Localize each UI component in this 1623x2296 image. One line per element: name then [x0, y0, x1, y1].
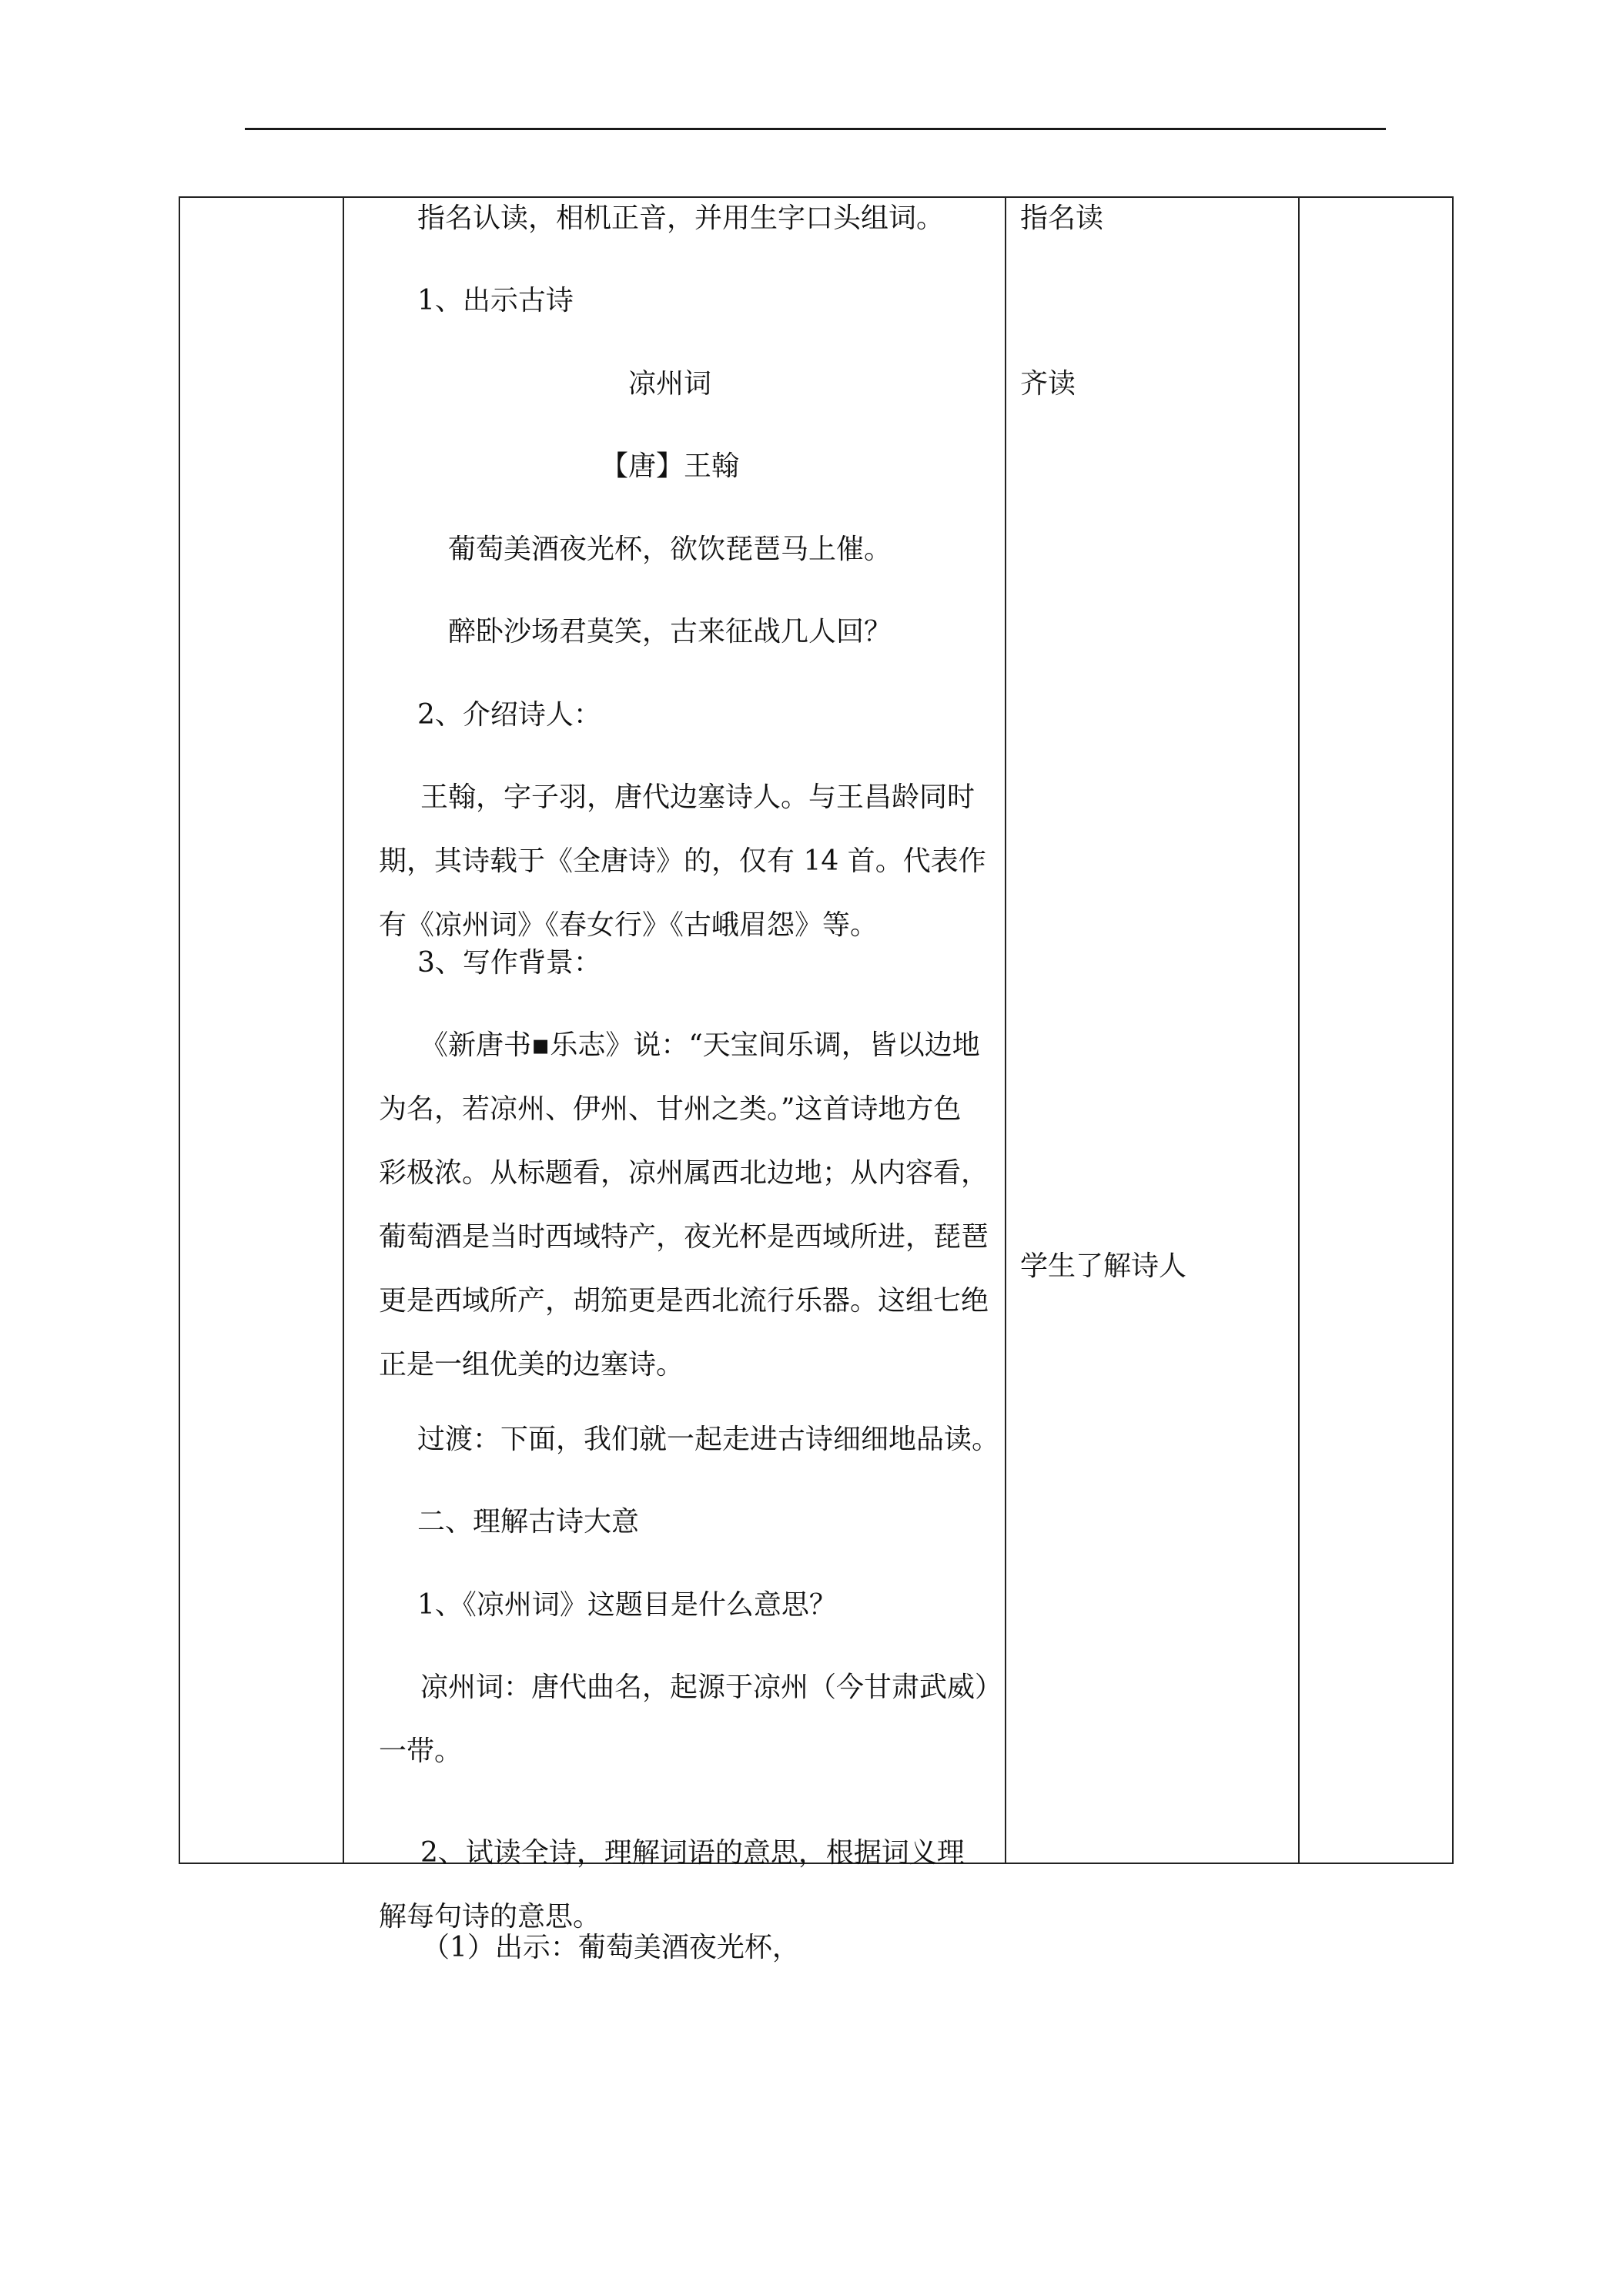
- activity-read-by-name: 指名读: [1020, 202, 1104, 234]
- step-2: 2、介绍诗人：: [417, 699, 601, 731]
- poet-intro-line: 王翰，字子羽，唐代边塞诗人。与王昌龄同时: [420, 782, 975, 813]
- activity-read-together: 齐读: [1020, 368, 1076, 400]
- answer-line: 一带。: [379, 1735, 463, 1767]
- background-line: 正是一组优美的边塞诗。: [379, 1349, 684, 1381]
- background-line: 葡萄酒是当时西域特产，夜光杯是西域所进，琵琶: [379, 1221, 989, 1253]
- question-1: 1、《凉州词》这题目是什么意思？: [417, 1589, 837, 1621]
- table-divider-1: [343, 196, 344, 1864]
- poet-intro-line: 有《凉州词》《春女行》《古峨眉怨》等。: [379, 909, 878, 941]
- poet-intro-line: 期，其诗载于《全唐诗》的，仅有 14 首。代表作: [379, 845, 986, 877]
- answer-line: 凉州词：唐代曲名，起源于凉州（今甘肃武威）: [420, 1672, 1003, 1703]
- background-paragraph: [379, 1030, 999, 1381]
- poem-line-1: 葡萄美酒夜光杯，欲饮琵琶马上催。: [447, 534, 892, 565]
- question-2-line: 2、试读全诗，理解词语的意思，根据词义理: [420, 1837, 965, 1869]
- transition: 过渡：下面，我们就一起走进古诗细细地品读。: [417, 1424, 1000, 1455]
- step-3: 3、写作背景：: [417, 947, 601, 979]
- background-line: 彩极浓。从标题看，凉州属西北边地；从内容看，: [379, 1157, 989, 1189]
- question-1-answer: [379, 1672, 1003, 1767]
- question-2: [379, 1838, 999, 1933]
- question-2-sub-1: （1）出示：葡萄美酒夜光杯，: [422, 1932, 800, 1963]
- poem-author: 【唐】王翰: [600, 450, 739, 482]
- activity-learn-poet: 学生了解诗人: [1020, 1250, 1187, 1282]
- intro-line: 指名认读，相机正音，并用生字口头组词。: [417, 202, 945, 234]
- header-rule: [245, 128, 1386, 130]
- step-1: 1、出示古诗: [417, 285, 574, 316]
- question-2-line: 解每句诗的意思。: [379, 1901, 601, 1933]
- poem-title: 凉州词: [627, 368, 711, 400]
- table-divider-3: [1298, 196, 1300, 1864]
- background-line: 为名，若凉州、伊州、甘州之类。”这首诗地方色: [379, 1093, 962, 1125]
- section-2-heading: 二、理解古诗大意: [417, 1506, 640, 1538]
- background-line: 更是西域所产，胡笳更是西北流行乐器。这组七绝: [379, 1285, 989, 1317]
- background-line: 《新唐书▪乐志》说：“天宝间乐调，皆以边地: [420, 1029, 980, 1061]
- poet-intro: [379, 782, 999, 941]
- poem-line-2: 醉卧沙场君莫笑，古来征战几人回？: [447, 616, 892, 648]
- table-divider-2: [1005, 196, 1006, 1864]
